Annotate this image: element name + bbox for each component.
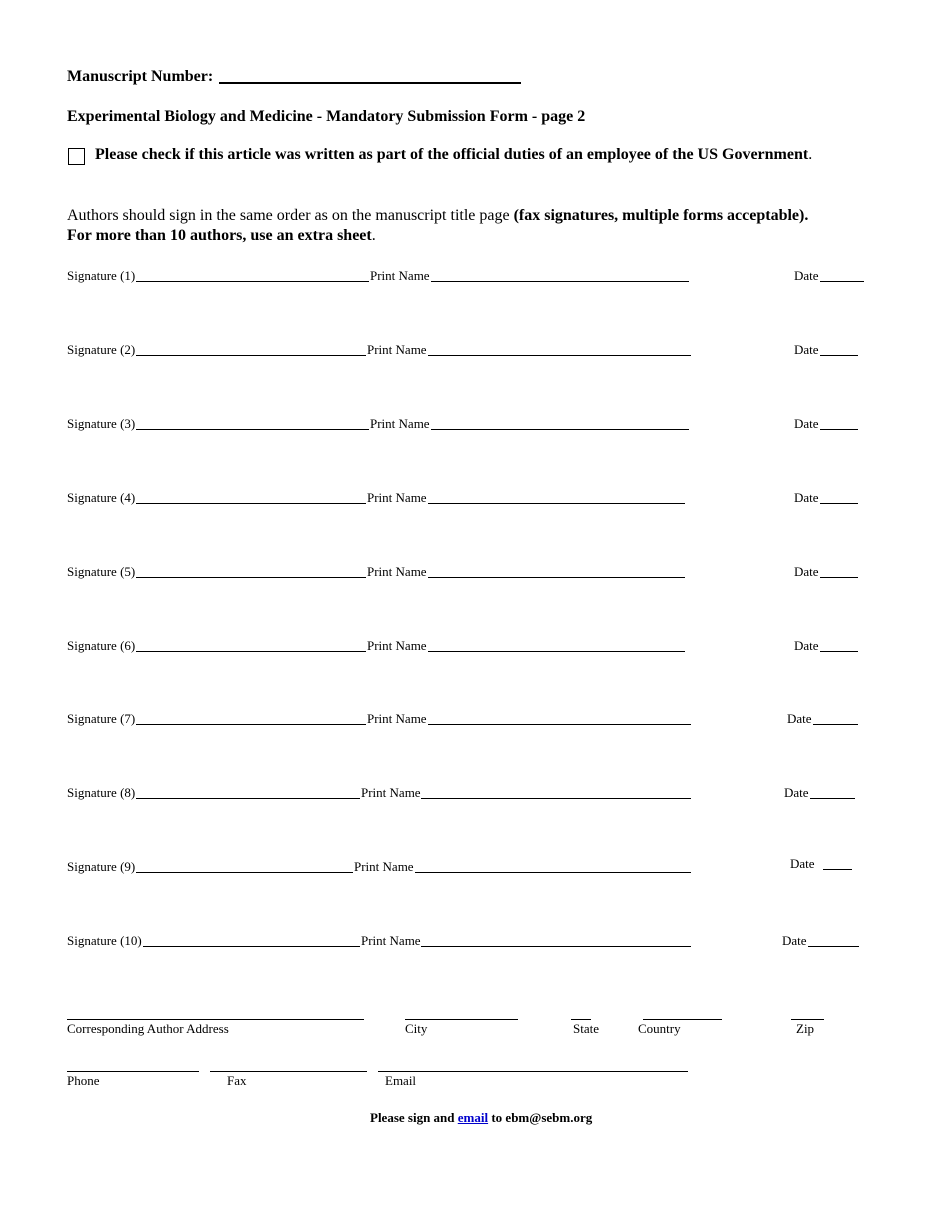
signature-label: Signature (2) (67, 342, 136, 357)
state-label: State (573, 1021, 599, 1036)
signature-field[interactable] (136, 798, 360, 799)
date-label: Date (790, 856, 815, 871)
signature-field[interactable] (136, 724, 366, 725)
print-name-label: Print Name (367, 490, 427, 505)
print-name-field[interactable] (428, 503, 685, 504)
print-name-label: Print Name (367, 638, 427, 653)
print-name-field[interactable] (428, 577, 685, 578)
city-label: City (405, 1021, 428, 1036)
email-link[interactable]: email (457, 1110, 489, 1125)
print-name-label: Print Name (361, 933, 421, 948)
print-name-field[interactable] (421, 798, 691, 799)
phone-label: Phone (67, 1073, 100, 1088)
print-name-field[interactable] (428, 651, 685, 652)
signature-field[interactable] (136, 355, 366, 356)
signature-label: Signature (1) (67, 268, 136, 283)
signature-label: Signature (6) (67, 638, 136, 653)
signature-label: Signature (5) (67, 564, 136, 579)
print-name-field[interactable] (428, 355, 691, 356)
us-government-checkbox-period: . (808, 146, 813, 163)
print-name-field[interactable] (428, 724, 691, 725)
extra-sheet-note: For more than 10 authors, use an extra sheet (67, 227, 372, 244)
signature-label: Signature (3) (67, 416, 136, 431)
print-name-field[interactable] (415, 872, 691, 873)
email-field[interactable] (378, 1071, 688, 1072)
zip-field[interactable] (791, 1019, 824, 1020)
instructions-normal-text: Authors should sign in the same order as on the manuscript title page (67, 207, 514, 224)
footer-note (370, 1110, 592, 1126)
fax-label: Fax (227, 1073, 247, 1088)
state-field[interactable] (571, 1019, 591, 1020)
manuscript-number-label: Manuscript Number: (67, 68, 214, 85)
signature-field[interactable] (136, 503, 366, 504)
signature-field[interactable] (136, 651, 366, 652)
print-name-field[interactable] (431, 429, 689, 430)
date-label: Date (782, 933, 807, 948)
manuscript-number-field[interactable] (219, 82, 521, 84)
form-title: Experimental Biology and Medicine - Mandatory Submission Form - page 2 (67, 108, 586, 125)
print-name-label: Print Name (361, 785, 421, 800)
date-label: Date (787, 711, 812, 726)
signature-label: Signature (9) (67, 859, 136, 874)
us-government-checkbox-label: Please check if this article was written as part of the official duties of an employee of the US Government (95, 146, 809, 163)
us-government-checkbox[interactable] (68, 148, 85, 165)
date-label: Date (794, 342, 819, 357)
phone-field[interactable] (67, 1071, 199, 1072)
date-field[interactable] (820, 281, 864, 282)
footer-pre-text: Please sign and (370, 1110, 458, 1125)
print-name-label: Print Name (367, 711, 427, 726)
signature-field[interactable] (136, 429, 369, 430)
date-field[interactable] (820, 429, 858, 430)
date-label: Date (794, 564, 819, 579)
date-label: Date (794, 638, 819, 653)
date-label: Date (784, 785, 809, 800)
city-field[interactable] (405, 1019, 518, 1020)
date-field[interactable] (813, 724, 858, 725)
extra-sheet-period: . (371, 227, 376, 244)
date-field[interactable] (820, 651, 858, 652)
date-label: Date (794, 490, 819, 505)
signature-field[interactable] (136, 872, 353, 873)
signature-field[interactable] (136, 577, 366, 578)
print-name-label: Print Name (370, 268, 430, 283)
date-field[interactable] (820, 503, 858, 504)
us-government-checkbox-text (95, 146, 812, 164)
print-name-label: Print Name (367, 342, 427, 357)
address-field[interactable] (67, 1019, 364, 1020)
print-name-label: Print Name (367, 564, 427, 579)
fax-field[interactable] (210, 1071, 367, 1072)
signature-label: Signature (8) (67, 785, 136, 800)
signature-field[interactable] (136, 281, 369, 282)
date-field[interactable] (823, 869, 852, 870)
signature-label: Signature (7) (67, 711, 136, 726)
print-name-field[interactable] (431, 281, 689, 282)
date-label: Date (794, 416, 819, 431)
instructions-line-1 (67, 207, 808, 225)
country-label: Country (638, 1021, 681, 1036)
signature-label: Signature (10) (67, 933, 142, 948)
date-label: Date (794, 268, 819, 283)
instructions-line-2 (67, 227, 376, 245)
date-field[interactable] (810, 798, 855, 799)
signature-field[interactable] (143, 946, 360, 947)
date-field[interactable] (820, 577, 858, 578)
zip-label: Zip (796, 1021, 815, 1036)
address-label: Corresponding Author Address (67, 1021, 229, 1036)
print-name-field[interactable] (421, 946, 691, 947)
print-name-label: Print Name (354, 859, 414, 874)
footer-post-text: to ebm@sebm.org (488, 1110, 593, 1125)
date-field[interactable] (820, 355, 858, 356)
country-field[interactable] (643, 1019, 722, 1020)
signature-label: Signature (4) (67, 490, 136, 505)
instructions-bold-text: (fax signatures, multiple forms acceptable). (513, 207, 809, 224)
print-name-label: Print Name (370, 416, 430, 431)
email-label: Email (385, 1073, 417, 1088)
date-field[interactable] (808, 946, 859, 947)
